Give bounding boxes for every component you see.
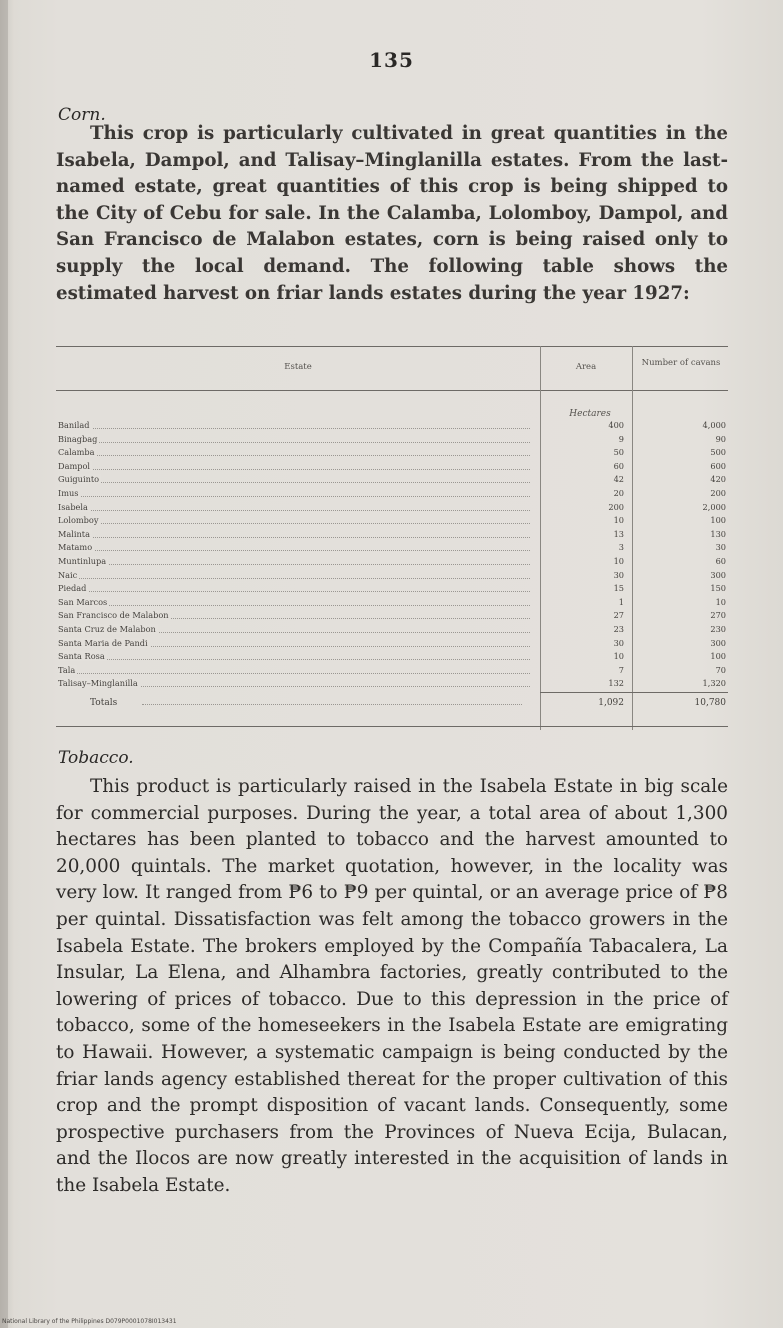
table-row — [56, 583, 728, 594]
estate-area: 42 — [613, 474, 624, 485]
estate-cavans: 30 — [715, 542, 726, 553]
table-row — [56, 434, 728, 445]
leader-dots — [58, 669, 530, 674]
estate-area: 200 — [608, 501, 624, 512]
tobacco-heading: Tobacco. — [58, 748, 134, 768]
estate-area: 27 — [613, 610, 624, 621]
table-row — [56, 447, 728, 458]
estate-name: Muntinlupa — [58, 556, 107, 566]
estate-cavans: 1,320 — [702, 678, 726, 689]
estate-name: Talisay–Minglanilla — [58, 678, 138, 689]
table-header-rule — [56, 390, 728, 391]
table-row — [56, 597, 728, 608]
header-estate: Estate — [284, 362, 312, 372]
header-area: Area — [575, 362, 597, 372]
leader-dots — [58, 519, 530, 524]
estate-area: 10 — [613, 651, 624, 662]
estate-cavans: 130 — [710, 528, 726, 539]
estate-cavans: 10 — [715, 596, 726, 607]
estate-name: Santa Cruz de Malabon — [58, 624, 156, 634]
estate-name: Calamba — [58, 447, 95, 458]
leader-dots — [58, 655, 530, 660]
leader-dots — [58, 438, 530, 443]
corn-heading: Corn. — [58, 105, 106, 125]
page-number: 135 — [369, 48, 414, 72]
totals-row — [56, 698, 728, 712]
area-unit: Hectares — [569, 409, 611, 419]
estate-cavans: 230 — [710, 624, 726, 634]
leader-dots — [58, 574, 530, 579]
estate-area: 20 — [613, 488, 624, 498]
corn-paragraph: This crop is particularly cultivated in great quantities in the Isabela, Dampol, and Talisay–Minglanilla estates. From the last-named estate, great quantities of this crop is being shipped to the City of Cebu for sale. In the Calamba, Lolomboy, Dampol, and San Francisco de Malabon estates, corn is being raised only to supply the local demand. The following table shows the estimated harvest on friar lands estates during the year 1927: — [56, 123, 728, 304]
estate-area: 400 — [608, 420, 624, 430]
estate-cavans: 4,000 — [702, 420, 726, 430]
totals-rule — [540, 692, 728, 693]
table-row — [56, 651, 728, 662]
estate-area: 60 — [613, 460, 624, 471]
table-row — [56, 420, 728, 431]
header-cavans: Number of cavans — [641, 358, 721, 368]
estate-area: 3 — [618, 542, 624, 553]
estate-area: 23 — [613, 624, 624, 634]
leader-dots — [58, 492, 530, 497]
estate-cavans: 600 — [710, 460, 726, 471]
estate-cavans: 300 — [710, 569, 726, 580]
estate-area: 15 — [613, 583, 624, 594]
estate-name: Piedad — [58, 583, 87, 594]
table-bottom-rule — [56, 726, 728, 727]
totals-area: 1,092 — [598, 698, 624, 708]
estate-name: San Marcos — [58, 596, 108, 607]
table-row — [56, 515, 728, 526]
table-row — [56, 556, 728, 567]
estate-area: 7 — [618, 664, 624, 675]
leader-dots — [58, 478, 530, 483]
table-row — [56, 570, 728, 581]
table-row — [56, 665, 728, 676]
estate-name: Imus — [58, 488, 79, 498]
estate-name: Lolomboy — [58, 515, 99, 526]
corn-harvest-table — [56, 346, 728, 730]
estate-name: Naic — [58, 569, 78, 580]
table-row — [56, 638, 728, 649]
table-row — [56, 542, 728, 553]
estate-name: Tala — [58, 664, 76, 675]
estate-area: 132 — [608, 678, 624, 689]
table-row — [56, 502, 728, 513]
estate-cavans: 500 — [710, 447, 726, 458]
estate-name: Santa Rosa — [58, 651, 105, 662]
estate-name: Matamo — [58, 542, 93, 553]
estate-area: 13 — [613, 528, 624, 539]
table-row — [56, 624, 728, 635]
estate-cavans: 200 — [710, 488, 726, 498]
totals-cavans: 10,780 — [694, 698, 726, 708]
table-row — [56, 678, 728, 689]
estate-name: San Francisco de Malabon — [58, 610, 169, 621]
tobacco-paragraph: This product is particularly raised in the Isabela Estate in big scale for commercial purposes. During the year, a total area of about 1,300 hectares has been planted to tobacco and the harvest amounted to 20,000 quintals. The market quotation, however, in the locality was very low. It ranged from ₱6 to ₱9 per quintal, or an average price of ₱8 per quintal. Dissatisfaction was felt among the tobacco growers in the Isabela Estate. The brokers employed by the Compañía Tabacalera, La Insular, La Elena, and Alhambra factories, greatly contributed to the lowering of prices of tobacco. Due to this depression in the price of tobacco, some of the homeseekers in the Isabela Estate are emigrating to Hawaii. However, a systematic campaign is being conducted by the friar lands agency established thereat for the proper cultivation of this crop and the prompt disposition of vacant lands. Consequently, some prospective purchasers from the Provinces of Nueva Ecija, Bulacan, and the Ilocos are now greatly interested in the acquisition of lands in the Isabela Estate. — [56, 776, 728, 1196]
estate-cavans: 90 — [715, 433, 726, 444]
estate-area: 50 — [613, 447, 624, 458]
estate-name: Binagbag — [58, 433, 98, 444]
estate-area: 9 — [618, 433, 624, 444]
estate-cavans: 60 — [715, 556, 726, 566]
estate-cavans: 100 — [710, 651, 726, 662]
estate-name: Banilad — [58, 420, 90, 430]
estate-cavans: 150 — [710, 583, 726, 594]
library-footer: National Library of the Philippines D079P0001078I013431 — [2, 1318, 177, 1325]
estate-name: Dampol — [58, 460, 90, 471]
estate-cavans: 270 — [710, 610, 726, 621]
leader-dots — [58, 546, 530, 551]
estate-area: 10 — [613, 515, 624, 526]
estate-area: 10 — [613, 556, 624, 566]
estate-area: 30 — [613, 569, 624, 580]
totals-label: Totals — [90, 698, 118, 708]
table-top-rule — [56, 346, 728, 347]
estate-cavans: 300 — [710, 637, 726, 648]
leader-dots — [58, 560, 530, 565]
estate-area: 30 — [613, 637, 624, 648]
leader-dots — [58, 465, 530, 470]
leader-dots — [58, 451, 530, 456]
estate-name: Guiguinto — [58, 474, 100, 485]
leader-dots — [142, 704, 522, 705]
estate-cavans: 420 — [710, 474, 726, 485]
leader-dots — [58, 601, 530, 606]
estate-cavans: 2,000 — [702, 501, 726, 512]
leader-dots — [58, 533, 530, 538]
leader-dots — [58, 506, 530, 511]
table-row — [56, 529, 728, 540]
leader-dots — [58, 424, 530, 429]
estate-name: Malinta — [58, 528, 90, 539]
estate-cavans: 100 — [710, 515, 726, 526]
binding-shadow — [0, 0, 8, 1328]
table-row — [56, 474, 728, 485]
table-row — [56, 488, 728, 499]
table-row — [56, 610, 728, 621]
estate-name: Isabela — [58, 501, 88, 512]
estate-name: Santa Maria de Pandi — [58, 637, 148, 648]
table-row — [56, 461, 728, 472]
estate-area: 1 — [618, 596, 624, 607]
leader-dots — [58, 587, 530, 592]
estate-cavans: 70 — [715, 664, 726, 675]
